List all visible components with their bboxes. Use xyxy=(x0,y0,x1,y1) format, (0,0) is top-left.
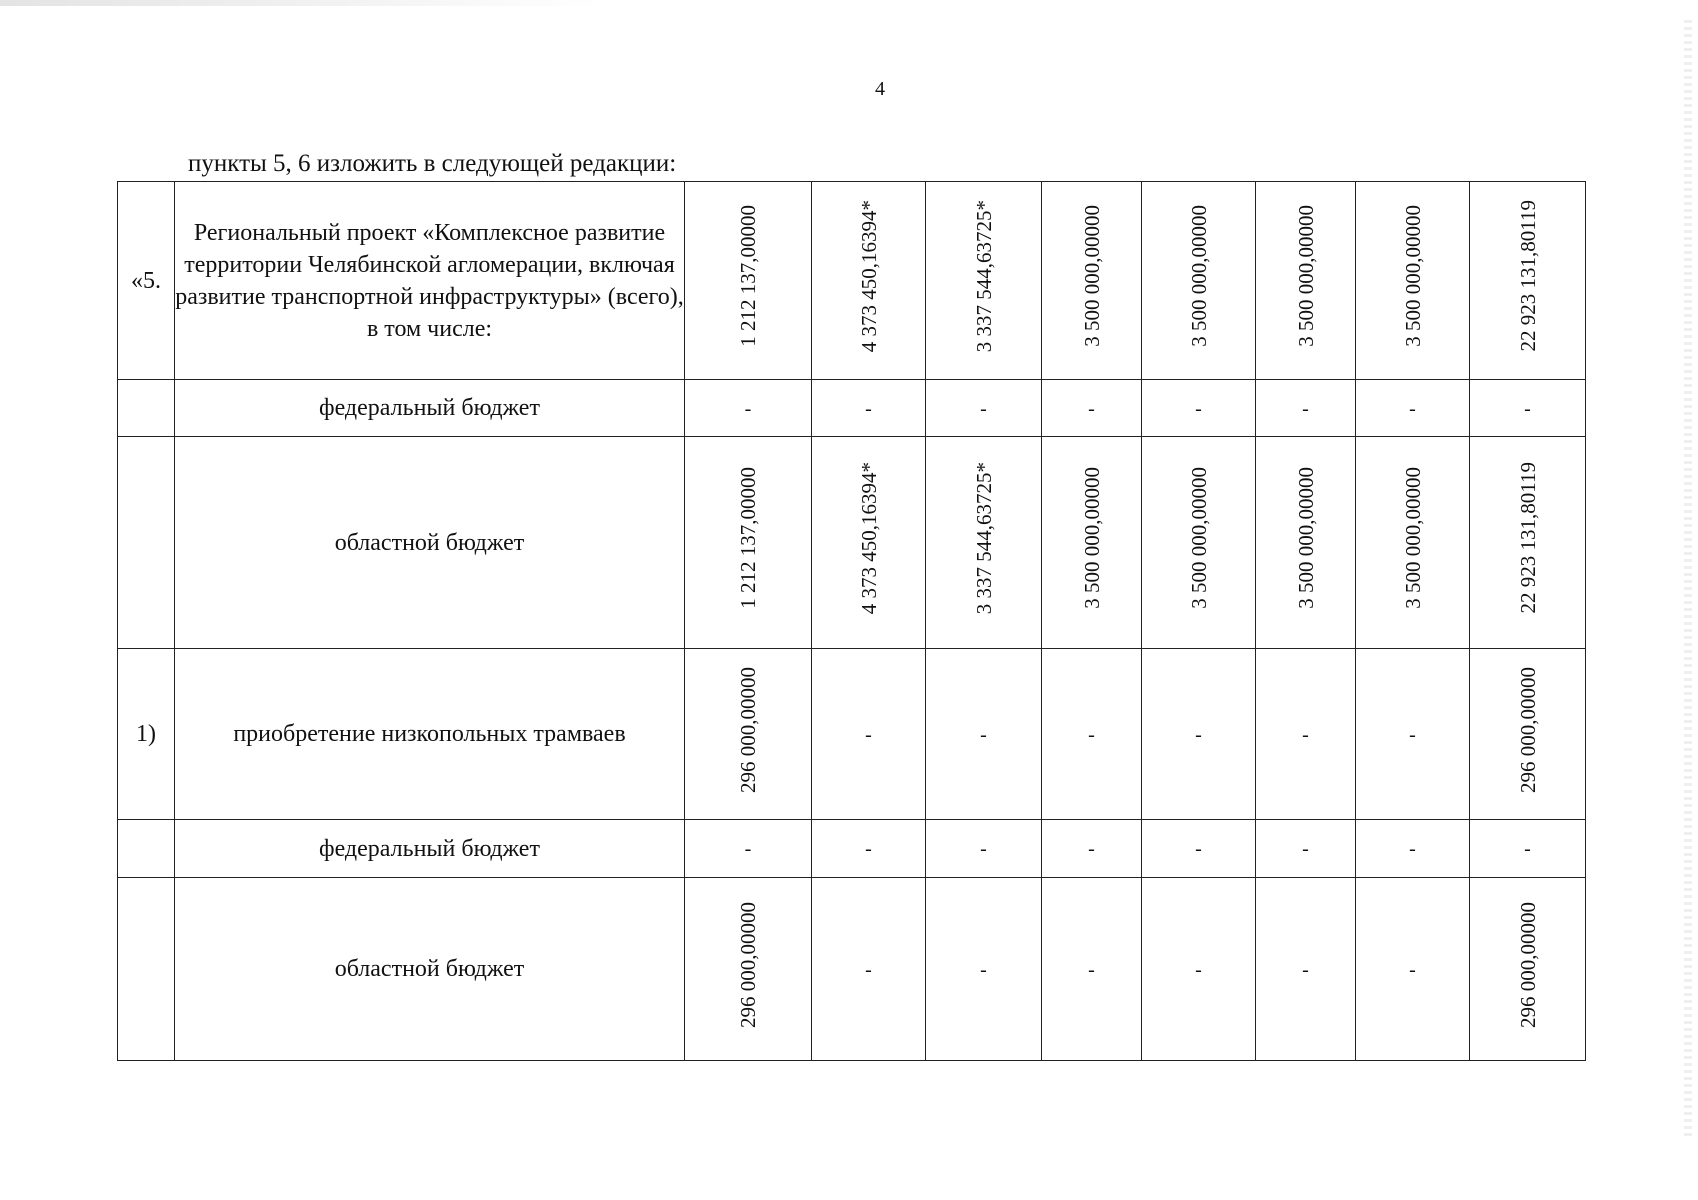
table-row xyxy=(118,380,1586,437)
value-cell xyxy=(812,820,926,878)
row-number: «5. xyxy=(118,182,175,380)
value-cell xyxy=(1256,437,1356,649)
empty-value: - xyxy=(865,958,872,981)
empty-value: - xyxy=(1195,838,1202,860)
value-cell xyxy=(685,182,812,380)
table-row xyxy=(118,437,1586,649)
row-number xyxy=(118,380,175,437)
empty-value: - xyxy=(980,838,987,860)
value-cell xyxy=(812,437,926,649)
value-cell xyxy=(1042,182,1142,380)
empty-value: - xyxy=(1088,397,1095,420)
empty-value: - xyxy=(1088,723,1095,746)
empty-value: - xyxy=(1302,723,1309,746)
empty-value: - xyxy=(1195,723,1202,746)
row-number xyxy=(118,820,175,878)
value-cell xyxy=(1142,878,1256,1061)
empty-value: - xyxy=(1409,958,1416,981)
value-cell xyxy=(685,437,812,649)
value-cell xyxy=(685,878,812,1061)
value-cell xyxy=(1042,437,1142,649)
empty-value: - xyxy=(980,958,987,981)
page-number: 4 xyxy=(875,78,885,100)
value-cell xyxy=(685,649,812,820)
value-cell xyxy=(1142,437,1256,649)
value-cell xyxy=(1470,878,1586,1061)
amount-value: 3 337 544,63725* xyxy=(971,461,996,615)
empty-value: - xyxy=(1302,958,1309,981)
value-cell xyxy=(812,649,926,820)
row-number xyxy=(118,878,175,1061)
amount-value: 3 500 000,00000 xyxy=(1293,467,1318,609)
value-cell xyxy=(1356,649,1470,820)
table-row xyxy=(118,649,1586,820)
value-cell xyxy=(1356,437,1470,649)
value-cell xyxy=(1470,649,1586,820)
value-cell xyxy=(1470,380,1586,437)
value-cell xyxy=(1256,380,1356,437)
row-label: областной бюджет xyxy=(175,437,685,649)
empty-value: - xyxy=(744,838,752,860)
row-label: федеральный бюджет xyxy=(175,820,685,878)
value-cell xyxy=(1256,182,1356,380)
empty-value: - xyxy=(744,397,752,420)
amount-value: 22 923 131,80119 xyxy=(1515,462,1540,614)
row-label: Региональный проект «Комплексное развитие территории Челябинской агломерации, включая развитие транспортной инфраструктуры» (всего), в том числе: xyxy=(175,182,685,380)
table-row xyxy=(118,820,1586,878)
value-cell xyxy=(812,878,926,1061)
value-cell xyxy=(1356,380,1470,437)
amount-value: 1 212 137,00000 xyxy=(736,205,760,347)
amount-value: 22 923 131,80119 xyxy=(1515,200,1540,352)
value-cell xyxy=(685,380,812,437)
value-cell xyxy=(1356,820,1470,878)
row-label: областной бюджет xyxy=(175,878,685,1061)
value-cell xyxy=(1470,437,1586,649)
amount-value: 3 500 000,00000 xyxy=(1293,205,1318,347)
value-cell xyxy=(1142,380,1256,437)
empty-value: - xyxy=(980,723,987,746)
amount-value: 296 000,00000 xyxy=(736,666,760,793)
value-cell xyxy=(812,182,926,380)
row-number: 1) xyxy=(118,649,175,820)
amount-value: 3 500 000,00000 xyxy=(1400,205,1425,347)
amount-value: 296 000,00000 xyxy=(1515,901,1540,1028)
value-cell xyxy=(812,380,926,437)
value-cell xyxy=(1142,649,1256,820)
empty-value: - xyxy=(1302,838,1309,860)
intro-text: пункты 5, 6 изложить в следующей редакции: xyxy=(188,150,677,177)
value-cell xyxy=(926,437,1042,649)
table-row xyxy=(118,878,1586,1061)
table-row xyxy=(118,182,1586,380)
value-cell xyxy=(1142,182,1256,380)
value-cell xyxy=(1256,878,1356,1061)
scan-artifact-right xyxy=(1684,20,1692,1140)
value-cell xyxy=(1256,649,1356,820)
empty-value: - xyxy=(1088,958,1095,981)
row-label: федеральный бюджет xyxy=(175,380,685,437)
amount-value: 3 500 000,00000 xyxy=(1400,467,1425,609)
scan-artifact-top xyxy=(0,0,600,6)
empty-value: - xyxy=(980,397,987,420)
value-cell xyxy=(1356,878,1470,1061)
amount-value: 3 500 000,00000 xyxy=(1079,205,1104,347)
value-cell xyxy=(1042,878,1142,1061)
value-cell xyxy=(1470,182,1586,380)
value-cell xyxy=(685,820,812,878)
amount-value: 4 373 450,16394* xyxy=(856,461,881,615)
empty-value: - xyxy=(1409,397,1416,420)
value-cell xyxy=(926,649,1042,820)
empty-value: - xyxy=(1302,397,1309,420)
amount-value: 3 500 000,00000 xyxy=(1186,205,1211,347)
value-cell xyxy=(1042,380,1142,437)
value-cell xyxy=(1142,820,1256,878)
amount-value: 296 000,00000 xyxy=(1515,666,1540,793)
amount-value: 3 500 000,00000 xyxy=(1079,467,1104,609)
value-cell xyxy=(1356,182,1470,380)
empty-value: - xyxy=(1088,838,1095,860)
empty-value: - xyxy=(865,838,872,860)
empty-value: - xyxy=(1524,397,1531,420)
empty-value: - xyxy=(1524,838,1531,860)
value-cell xyxy=(926,878,1042,1061)
amount-value: 1 212 137,00000 xyxy=(736,467,760,609)
value-cell xyxy=(1470,820,1586,878)
value-cell xyxy=(926,182,1042,380)
empty-value: - xyxy=(1409,723,1416,746)
amount-value: 3 337 544,63725* xyxy=(971,199,996,353)
amount-value: 4 373 450,16394* xyxy=(856,199,881,353)
empty-value: - xyxy=(1195,397,1202,420)
value-cell xyxy=(1042,820,1142,878)
row-label: приобретение низкопольных трамваев xyxy=(175,649,685,820)
value-cell xyxy=(926,820,1042,878)
budget-table xyxy=(117,181,1586,1061)
empty-value: - xyxy=(1195,958,1202,981)
amount-value: 3 500 000,00000 xyxy=(1186,467,1211,609)
amount-value: 296 000,00000 xyxy=(736,901,760,1028)
value-cell xyxy=(1256,820,1356,878)
empty-value: - xyxy=(865,397,872,420)
value-cell xyxy=(1042,649,1142,820)
empty-value: - xyxy=(1409,838,1416,860)
empty-value: - xyxy=(865,723,872,746)
value-cell xyxy=(926,380,1042,437)
row-number xyxy=(118,437,175,649)
